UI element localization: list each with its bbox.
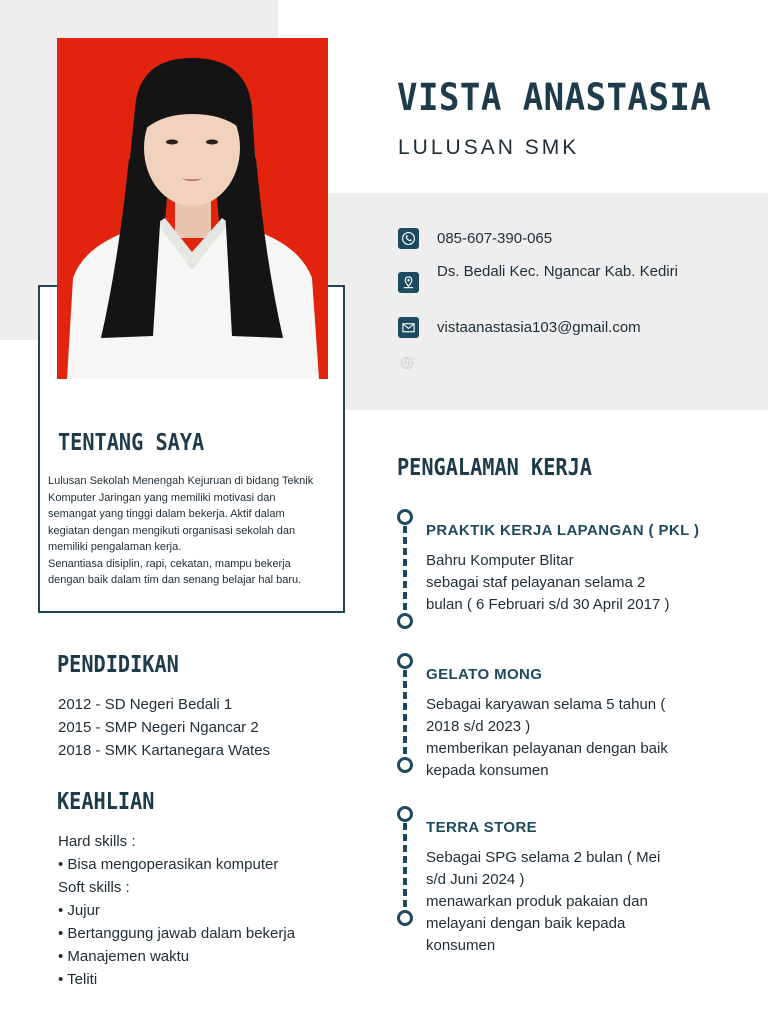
- skills-list: [58, 830, 295, 991]
- phone-text: 085-607-390-065: [437, 230, 553, 247]
- profile-photo: [57, 38, 328, 379]
- timeline-ring-icon: [397, 509, 413, 525]
- job-title: GELATO MONG: [426, 666, 543, 683]
- job-line: 2018 s/d 2023 ): [426, 718, 531, 735]
- phone-icon: [398, 228, 419, 249]
- job-title: PRAKTIK KERJA LAPANGAN ( PKL ): [426, 522, 700, 539]
- contact-email: [398, 317, 717, 339]
- job-line: Sebagai SPG selama 2 bulan ( Mei: [426, 849, 661, 866]
- about-line: Lulusan Sekolah Menengah Kejuruan di bidang Teknik: [48, 475, 314, 487]
- skills-heading: KEAHLIAN: [57, 789, 155, 815]
- timeline-line: [403, 526, 407, 612]
- education-heading: PENDIDIKAN: [57, 652, 179, 678]
- about-text: [48, 473, 343, 589]
- job-description: [426, 847, 726, 957]
- job-description: [426, 550, 726, 616]
- location-icon: [398, 272, 419, 293]
- job-line: menawarkan produk pakaian dan: [426, 893, 648, 910]
- job-line: Bahru Komputer Blitar: [426, 552, 574, 569]
- job-description: [426, 694, 726, 782]
- timeline-job-3: [403, 806, 407, 926]
- timeline-ring-icon: [397, 910, 413, 926]
- education-list: [58, 693, 270, 762]
- skill-item: • Bisa mengoperasikan komputer: [58, 856, 279, 873]
- mail-icon: [398, 317, 419, 338]
- about-line: dengan baik dalam tim dan senang belajar hal baru.: [48, 574, 302, 586]
- email-text: vistaanastasia103@gmail.com: [437, 319, 641, 336]
- timeline-job-1: [403, 509, 407, 629]
- skill-item: • Teliti: [58, 971, 98, 988]
- about-line: semangat yang tinggi dalam bekerja. Aktif dalam: [48, 508, 285, 520]
- about-line: Komputer Jaringan yang memiliki motivasi dan: [48, 491, 276, 504]
- job-line: s/d Juni 2024 ): [426, 871, 525, 888]
- timeline-ring-icon: [397, 806, 413, 822]
- job-line: sebagai staf pelayanan selama 2: [426, 574, 646, 591]
- education-item: 2015 - SMP Negeri Ngancar 2: [58, 719, 259, 736]
- contact-phone: [398, 228, 687, 250]
- experience-heading: PENGALAMAN KERJA: [397, 455, 592, 481]
- globe-icon: [400, 355, 414, 369]
- skill-item: Hard skills :: [58, 833, 136, 850]
- contact-address: [398, 261, 687, 293]
- job-line: kepada konsumen: [426, 762, 549, 779]
- candidate-subtitle: LULUSAN SMK: [398, 136, 580, 159]
- timeline-line: [403, 670, 407, 756]
- job-line: bulan ( 6 Februari s/d 30 April 2017 ): [426, 596, 670, 613]
- education-item: 2012 - SD Negeri Bedali 1: [58, 696, 233, 713]
- timeline-ring-icon: [397, 613, 413, 629]
- job-line: melayani dengan baik kepada: [426, 915, 626, 932]
- timeline-line: [403, 823, 407, 909]
- skill-item: Soft skills :: [58, 879, 130, 896]
- timeline-ring-icon: [397, 653, 413, 669]
- job-line: konsumen: [426, 937, 496, 954]
- timeline-job-2: [403, 653, 407, 773]
- job-title: TERRA STORE: [426, 819, 538, 836]
- about-heading: TENTANG SAYA: [58, 430, 205, 456]
- about-line: Senantiasa disiplin, rapi, cekatan, mampu bekerja: [48, 557, 291, 570]
- candidate-name: VISTA ANASTASIA: [397, 76, 712, 119]
- timeline-ring-icon: [397, 757, 413, 773]
- skill-item: • Jujur: [58, 902, 100, 919]
- address-text: Ds. Bedali Kec. Ngancar Kab. Kediri: [437, 263, 678, 280]
- job-line: memberikan pelayanan dengan baik: [426, 740, 668, 757]
- skill-item: • Manajemen waktu: [58, 948, 190, 965]
- job-line: Sebagai karyawan selama 5 tahun (: [426, 696, 666, 713]
- skill-item: • Bertanggung jawab dalam bekerja: [58, 925, 296, 942]
- education-item: 2018 - SMK Kartanegara Wates: [58, 742, 271, 759]
- about-line: memiliki pengalaman kerja.: [48, 541, 182, 553]
- about-line: kegiatan dengan mengikuti organisasi sekolah dan: [48, 524, 296, 537]
